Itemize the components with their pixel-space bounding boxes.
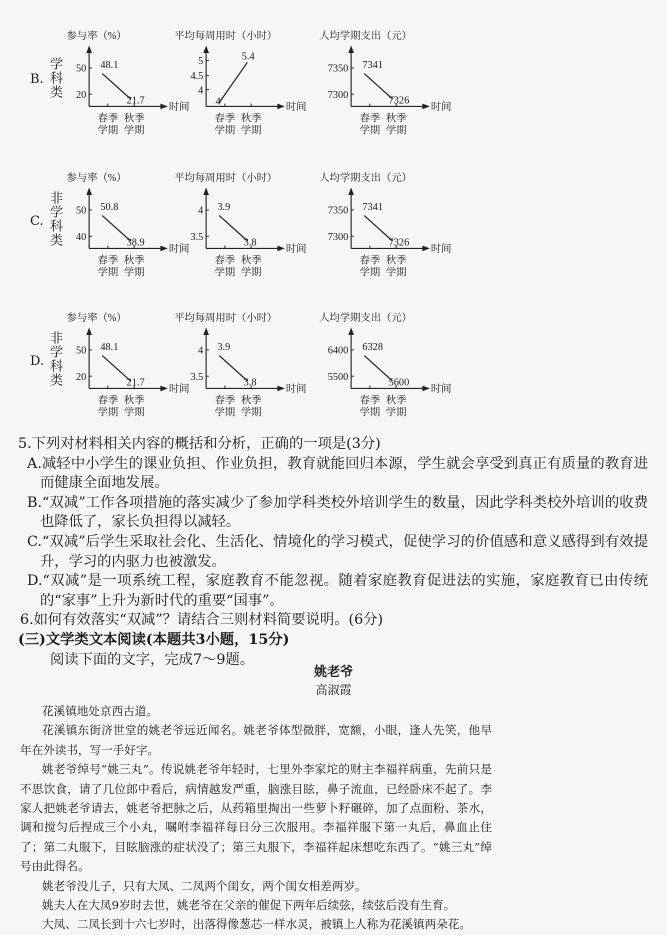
x-tick-label: 春季 [359, 113, 381, 125]
y-axis-arrow [203, 45, 209, 53]
y-tick-label: 7350 [327, 205, 349, 217]
chart-title: 人均学期支出（元） [319, 30, 412, 42]
y-tick-label: 50 [76, 345, 87, 357]
x-tick-label: 学期 [240, 125, 262, 137]
data-label: 3.8 [243, 237, 257, 249]
y-tick-label: 7300 [327, 89, 349, 101]
x-tick-label: 秋季 [385, 395, 407, 407]
question-5-stem: 5.下列对材料相关内容的概括和分析，正确的一项是(3分) [18, 436, 381, 452]
option-letter: B. [30, 72, 44, 87]
x-tick-label: 学期 [385, 267, 407, 279]
x-axis-arrow [277, 246, 285, 252]
x-tick-label: 学期 [123, 125, 145, 137]
story-paragraph: 姚夫人在大凤9岁时去世，姚老爷在父亲的催促下两年后续弦，续弦后没有生育。 [42, 898, 456, 913]
data-label: 3.9 [217, 341, 231, 353]
x-tick-label: 学期 [214, 267, 236, 279]
y-tick-label: 40 [76, 231, 87, 243]
x-axis-arrow [160, 104, 168, 110]
x-axis-arrow [160, 386, 168, 392]
section-instruction: 阅读下面的文字，完成7～9题。 [50, 651, 255, 668]
x-tick-label: 春季 [214, 113, 236, 125]
story-paragraph: 大凤、二凤长到十六七岁时，出落得像葱芯一样水灵，被镇上人称为花溪镇两朵花。 [42, 917, 471, 932]
x-tick-label: 秋季 [123, 255, 145, 267]
y-tick-label: 50 [76, 205, 87, 217]
x-tick-label: 学期 [123, 267, 145, 279]
data-label: 48.1 [100, 341, 119, 353]
x-axis-label: 时间 [168, 102, 190, 114]
x-axis-arrow [422, 386, 430, 392]
data-label: 4 [215, 96, 221, 108]
x-tick-label: 春季 [97, 395, 119, 407]
data-label: 5600 [388, 377, 410, 389]
section-heading: (三)文学类文本阅读(本题共3小题，15分) [18, 631, 290, 648]
x-tick-label: 学期 [240, 407, 262, 419]
x-tick-label: 秋季 [123, 395, 145, 407]
category-label: 学科类 [47, 56, 62, 99]
x-tick-label: 秋季 [240, 255, 262, 267]
chart-title: 参与率（%） [66, 172, 127, 184]
y-axis-arrow [86, 187, 92, 195]
x-axis-label: 时间 [285, 102, 307, 114]
x-tick-label: 学期 [97, 125, 119, 137]
y-tick-label: 20 [76, 89, 87, 101]
data-label: 38.9 [126, 237, 145, 249]
line-chart [174, 165, 328, 283]
x-tick-label: 学期 [214, 407, 236, 419]
y-tick-label: 4 [198, 85, 204, 97]
x-tick-label: 学期 [359, 267, 381, 279]
option-letter: C. [30, 214, 44, 229]
x-axis-label: 时间 [168, 384, 190, 396]
x-axis-label: 时间 [430, 384, 452, 396]
y-tick-label: 6400 [327, 345, 349, 357]
y-axis-arrow [348, 187, 354, 195]
x-tick-label: 秋季 [123, 113, 145, 125]
y-tick-label: 4.5 [190, 71, 204, 83]
y-axis-arrow [348, 327, 354, 335]
y-axis-arrow [203, 327, 209, 335]
x-tick-label: 学期 [214, 125, 236, 137]
line-chart [174, 305, 328, 423]
x-tick-label: 春季 [214, 255, 236, 267]
y-tick-label: 7300 [327, 231, 349, 243]
story-title: 姚老爷 [313, 665, 353, 680]
x-tick-label: 学期 [240, 267, 262, 279]
option-letter: D. [30, 354, 45, 369]
story-author: 高淑霞 [315, 683, 352, 697]
x-axis-label: 时间 [285, 384, 307, 396]
x-axis-label: 时间 [430, 244, 452, 256]
y-tick-label: 20 [76, 371, 87, 383]
chart-title: 参与率（%） [66, 30, 127, 42]
data-label: 48.1 [100, 59, 119, 71]
question-5 [20, 435, 648, 670]
story-paragraph: 花溪镇东街济世堂的姚老爷远近闻名。姚老爷体型微胖，宽额，小眼，逢人先笑，他早年在外读书，写一手好字。 [20, 723, 492, 757]
x-tick-label: 学期 [385, 125, 407, 137]
y-axis-arrow [203, 187, 209, 195]
y-axis-arrow [348, 45, 354, 53]
x-tick-label: 秋季 [385, 255, 407, 267]
category-label: 非学科类 [47, 331, 62, 387]
y-axis-arrow [86, 327, 92, 335]
x-axis-label: 时间 [168, 244, 190, 256]
line-chart [174, 23, 328, 141]
option-a: A.减轻中小学生的课业负担、作业负担，教育就能回归本源，学生就会享受到真正有质量的教育进而健康全面地发展。 [27, 455, 648, 492]
y-tick-label: 3.5 [190, 231, 204, 243]
x-tick-label: 秋季 [240, 113, 262, 125]
x-tick-label: 春季 [359, 395, 381, 407]
x-tick-label: 春季 [97, 113, 119, 125]
category-label: 非学科类 [47, 191, 62, 247]
data-label: 21.7 [126, 95, 145, 107]
x-tick-label: 春季 [214, 395, 236, 407]
line-chart [319, 23, 473, 141]
story-body [20, 702, 492, 935]
y-tick-label: 5500 [327, 371, 349, 383]
data-label: 7326 [388, 237, 410, 249]
option-d: D.“双减”是一项系统工程，家庭教育不能忽视。随着家庭教育促进法的实施，家庭教育已由传统的“家事”上升为新时代的重要“国事”。 [27, 573, 648, 609]
x-tick-label: 学期 [123, 407, 145, 419]
line-chart [319, 305, 473, 423]
y-tick-label: 4 [198, 345, 204, 357]
chart-title: 参与率（%） [66, 312, 127, 324]
story-paragraph: 姚老爷绰号“姚三丸”。传说姚老爷年轻时，七里外李家坨的财主李福祥病重，先前只是不思饮食，请了几位郎中看后，病情越发严重，脑涨目眩，鼻子流血，已经卧床不起了。李家人把姚老爷请去，姚老爷把脉之后，从药箱里掏出一些萝卜籽碾碎，加了点面粉、茶水，调和搅匀后捏成三个小丸，嘱咐李福祥每日分三次服用。李福祥服下第一丸后，鼻血止住了；第二丸服下，目眩脑涨的症状没了；第三丸服下，李福祥起床想吃东西了。“姚三丸”绰号由此得名。 [20, 762, 492, 874]
data-line [219, 62, 247, 102]
data-label: 7326 [388, 95, 410, 107]
x-tick-label: 秋季 [240, 395, 262, 407]
option-c: C.“双减”后学生采取社会化、生活化、情境化的学习模式，促使学习的价值感和意义感得到有效提升，学习的内驱力也被激发。 [27, 533, 648, 570]
chart-title: 人均学期支出（元） [319, 172, 412, 184]
x-axis-label: 时间 [430, 102, 452, 114]
y-tick-label: 7350 [327, 63, 349, 75]
data-label: 21.7 [126, 377, 145, 389]
data-label: 50.8 [100, 201, 119, 213]
question-6: 6.如何有效落实“双减”？请结合三则材料简要说明。(6分) [20, 612, 384, 629]
option-b: B.“双减”工作各项措施的落实减少了参加学科类校外培训学生的数量，因此学科类校外培训的收费也降低了，家长负担得以减轻。 [27, 494, 648, 531]
x-tick-label: 春季 [97, 255, 119, 267]
data-label: 3.9 [217, 201, 231, 213]
chart-title: 平均每周用时（小时） [174, 172, 278, 184]
story-paragraph: 花溪镇地处京西古道。 [42, 704, 158, 718]
y-tick-label: 50 [76, 63, 87, 75]
data-label: 6328 [362, 341, 383, 353]
x-axis-arrow [422, 104, 430, 110]
x-tick-label: 秋季 [385, 113, 407, 125]
chart-title: 平均每周用时（小时） [174, 30, 278, 42]
x-tick-label: 春季 [359, 255, 381, 267]
x-tick-label: 学期 [359, 407, 381, 419]
y-tick-label: 4 [198, 205, 204, 217]
x-tick-label: 学期 [359, 125, 381, 137]
chart-title: 平均每周用时（小时） [174, 312, 278, 324]
data-label: 5.4 [241, 51, 255, 63]
x-axis-arrow [160, 246, 168, 252]
x-tick-label: 学期 [385, 407, 407, 419]
data-label: 7341 [362, 201, 383, 213]
x-axis-arrow [422, 246, 430, 252]
line-chart [319, 165, 473, 283]
x-axis-label: 时间 [285, 244, 307, 256]
data-label: 7341 [362, 59, 383, 71]
y-axis-arrow [86, 45, 92, 53]
story-paragraph: 姚老爷没儿子，只有大凤、二凤两个闺女，两个闺女相差两岁。 [42, 878, 367, 893]
chart-title: 人均学期支出（元） [319, 312, 412, 324]
x-axis-arrow [277, 104, 285, 110]
x-tick-label: 学期 [97, 267, 119, 279]
data-label: 3.8 [243, 377, 257, 389]
y-tick-label: 3.5 [190, 371, 204, 383]
x-tick-label: 学期 [97, 407, 119, 419]
x-axis-arrow [277, 386, 285, 392]
y-tick-label: 5 [198, 56, 204, 68]
